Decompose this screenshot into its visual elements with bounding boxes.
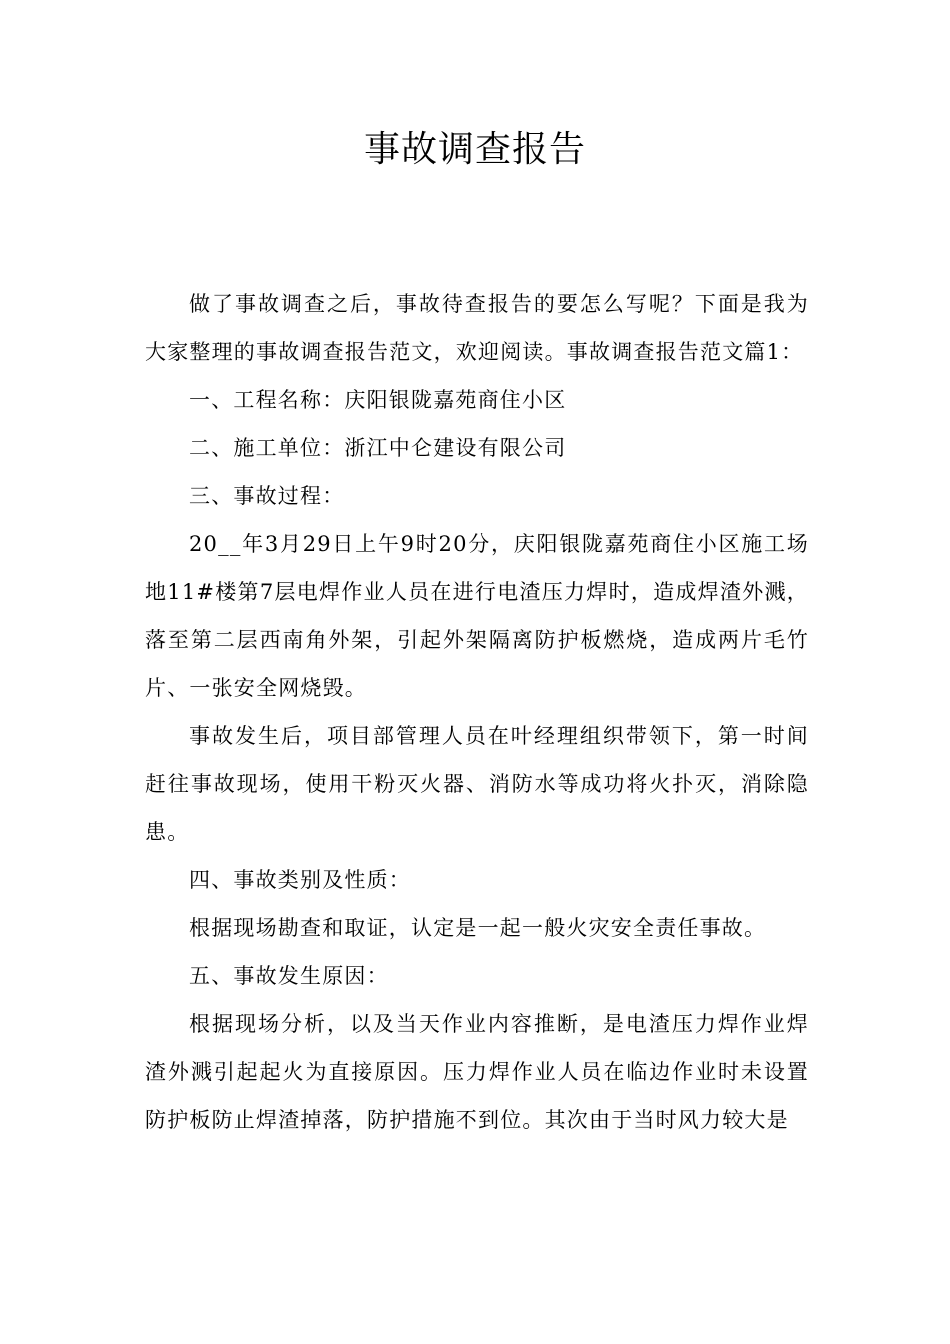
paragraph-contractor: 二、施工单位：浙江中仑建设有限公司 [189, 436, 567, 460]
section-heading-cause: 五、事故发生原因： [189, 964, 389, 988]
document-title: 事故调查报告 [363, 129, 586, 170]
paragraph-intro: 做了事故调查之后，事故待查报告的要怎么写呢？下面是我为大家整理的事故调查报告范文，欢迎阅读。事故调查报告范文篇1： [145, 292, 809, 364]
paragraph-project-name: 一、工程名称：庆阳银陇嘉苑商住小区 [189, 388, 567, 412]
paragraph-response: 事故发生后，项目部管理人员在叶经理组织带领下，第一时间赶往事故现场，使用干粉灭火器、消防水等成功将火扑灭，消除隐患。 [145, 724, 809, 844]
section-heading-category: 四、事故类别及性质： [189, 868, 411, 892]
section-heading-accident-process: 三、事故过程： [189, 484, 345, 508]
paragraph-category: 根据现场勘查和取证，认定是一起一般火灾安全责任事故。 [189, 916, 767, 940]
paragraph-cause: 根据现场分析，以及当天作业内容推断，是电渣压力焊作业焊渣外溅引起起火为直接原因。压力焊作业人员在临边作业时未设置防护板防止焊渣掉落，防护措施不到位。其次由于当时风力较大是 [145, 1012, 809, 1132]
paragraph-accident-process: 20__年3月29日上午9时20分，庆阳银陇嘉苑商住小区施工场地11#楼第7层电焊作业人员在进行电渣压力焊时，造成焊渣外溅，落至第二层西南角外架，引起外架隔离防护板燃烧，造成两片毛竹片、一张安全网烧毁。 [145, 532, 809, 700]
document-body [145, 280, 809, 1144]
